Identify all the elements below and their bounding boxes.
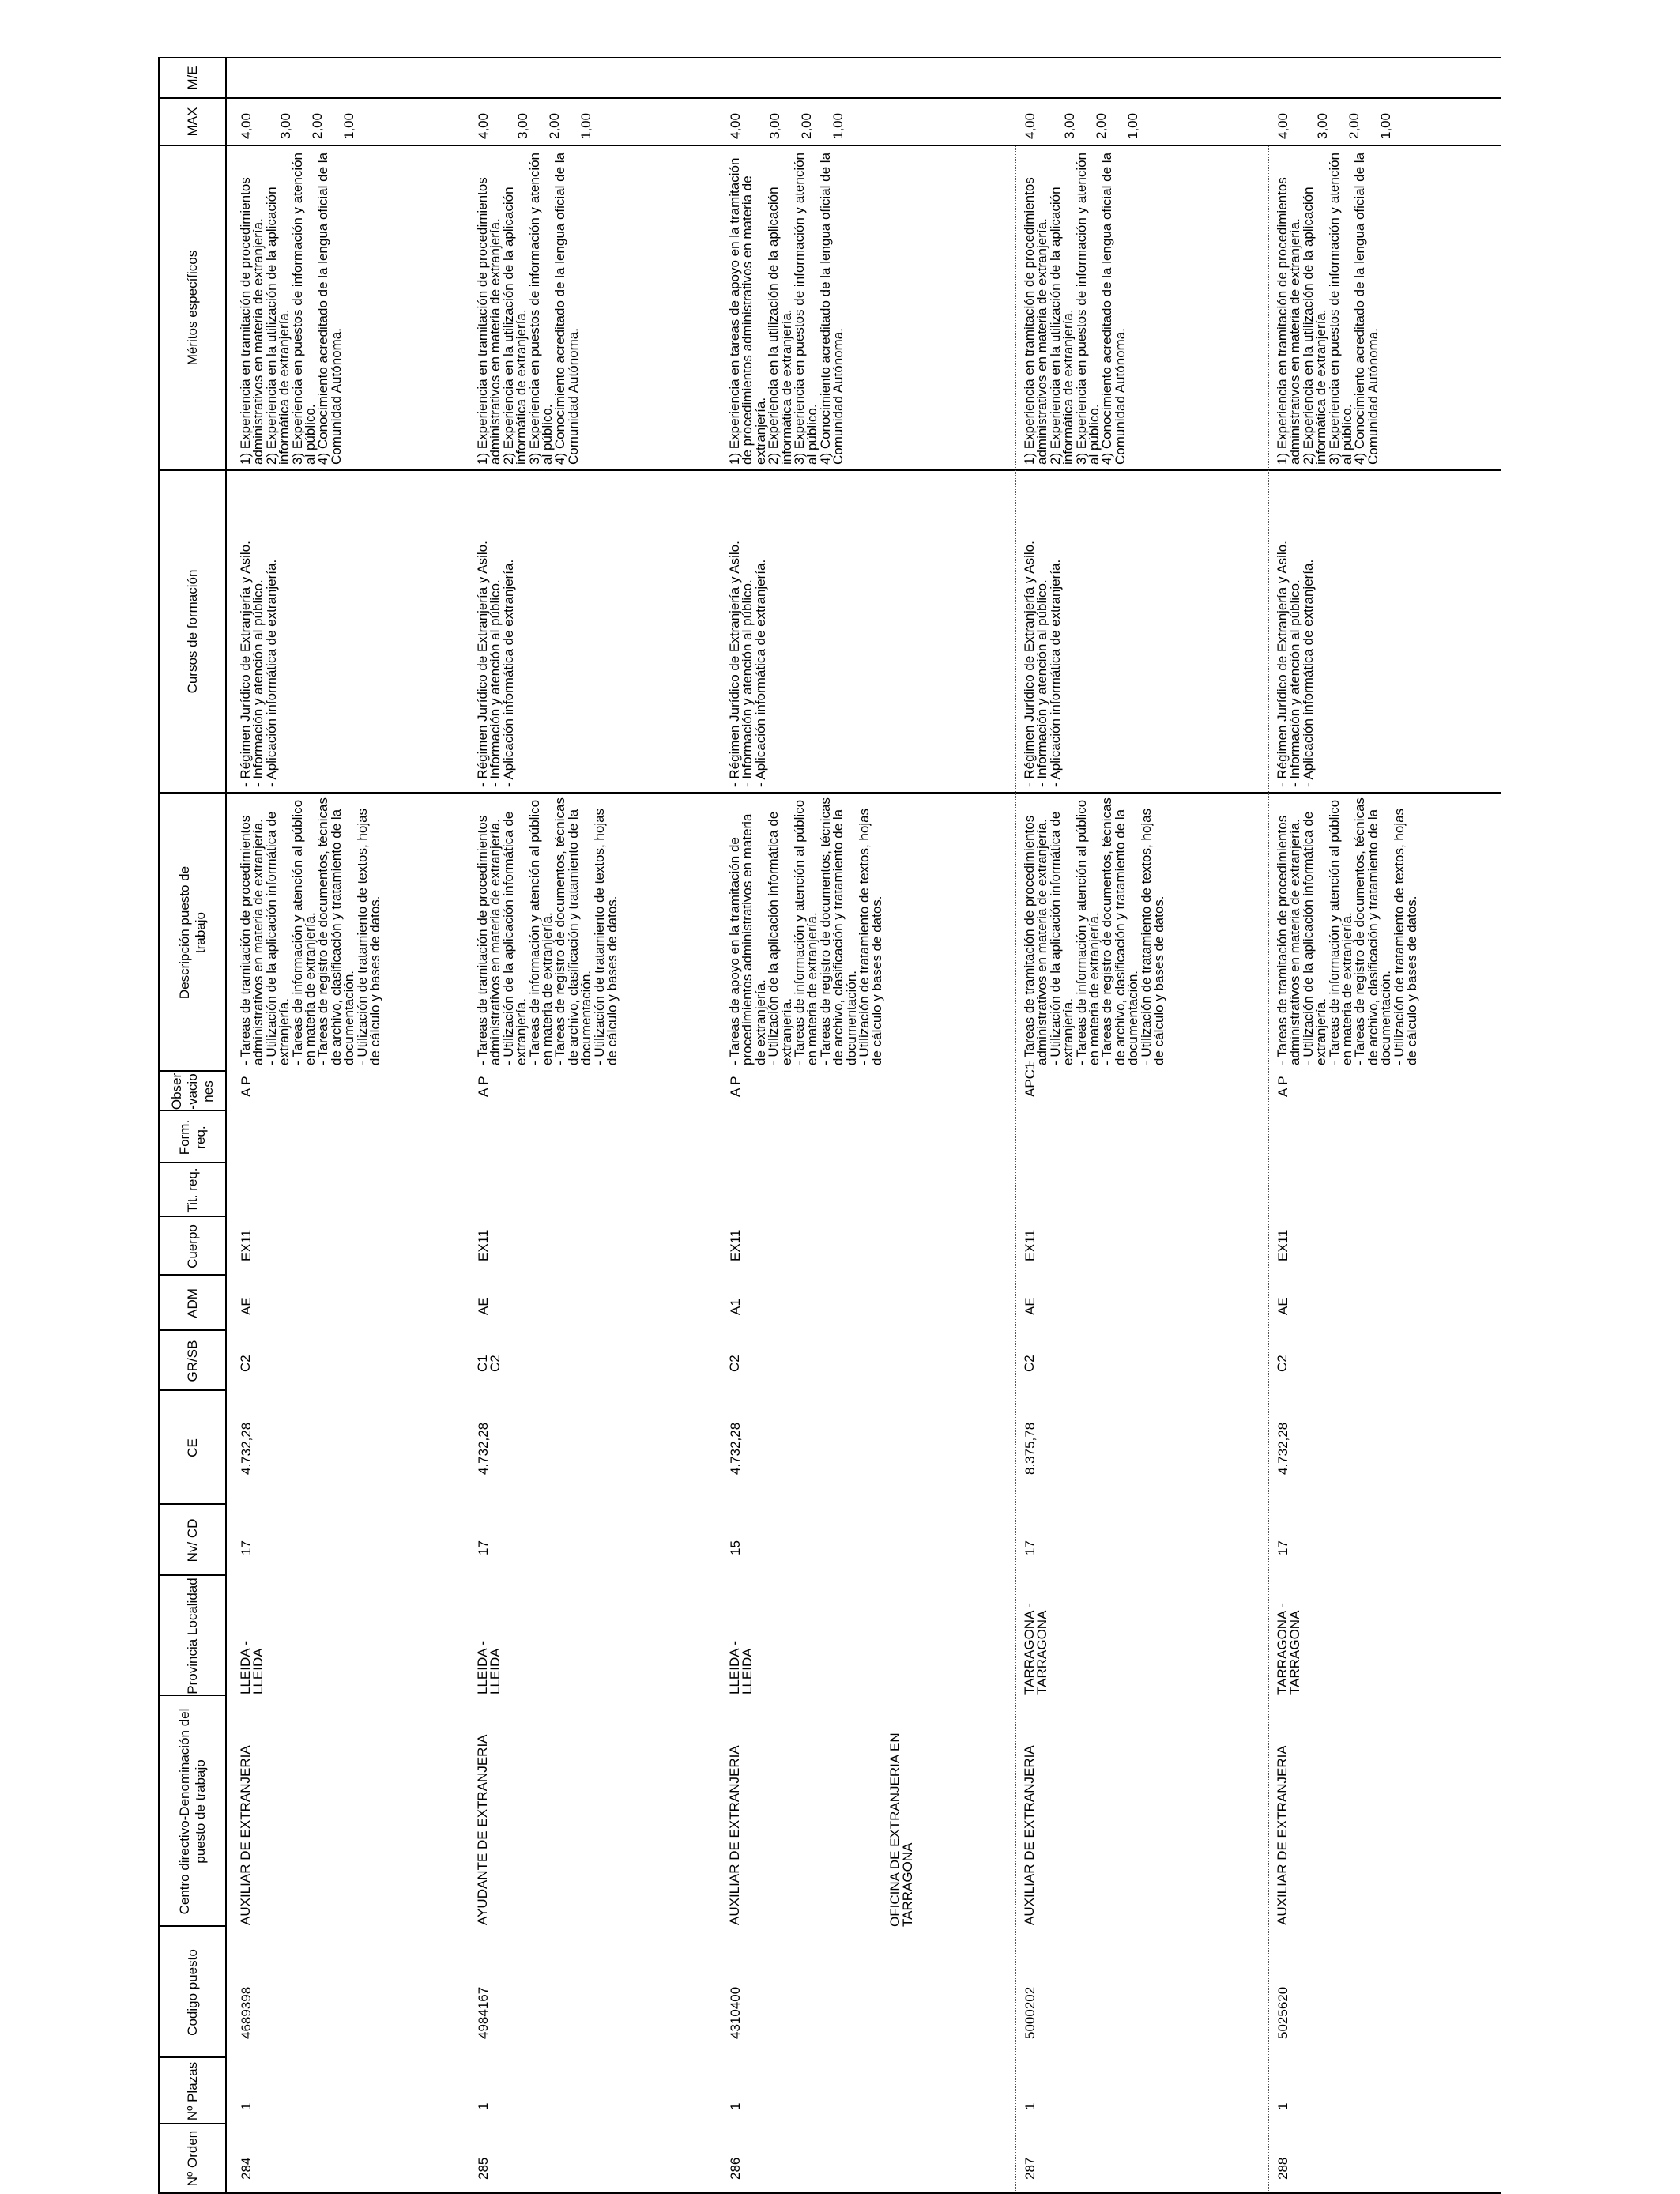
adm-cell: A1 xyxy=(728,1299,743,1315)
header-titulacion: Tit. req. xyxy=(184,1167,200,1213)
cuerpo-cell: EX11 xyxy=(476,1229,491,1261)
group-heading: OFICINA DE EXTRANJERIA EN TARRAGONA xyxy=(887,1732,916,1927)
adm-cell: AE xyxy=(239,1297,254,1315)
descripcion-cell: - Tareas de tramitación de procedimientos administrativos en materia de extranjería. - Utilización de la aplicación informática de extranjería. - Tareas de información y atención al público en materia de extranjería. - Tareas de registro de documentos, técnicas de archivo, clasificación y tratamiento de la documentación. - Utilización de tratamiento de textos, hojas de cálculo y bases de datos. xyxy=(1275,797,1420,1065)
max-value: 1,00 xyxy=(578,112,593,139)
descripcion-cell: - Tareas de tramitación de procedimientos administrativos en materia de extranjería. - Utilización de la aplicación informática de extranjería. - Tareas de información y atención al público en materia de extranjería. - Tareas de registro de documentos, técnicas de archivo, clasificación y tratamiento de la documentación. - Utilización de tratamiento de textos, hojas de cálculo y bases de datos. xyxy=(475,797,620,1065)
header-meritos: Méritos específicos xyxy=(184,250,200,366)
cuerpo-cell: EX11 xyxy=(1275,1229,1290,1261)
provincia-cell: LLEIDA - LLEIDA xyxy=(238,1640,266,1695)
denominacion-cell: AUXILIAR DE EXTRANJERIA xyxy=(1275,1745,1290,1925)
rotated-table-sheet xyxy=(158,57,1501,2194)
adm-cell: AE xyxy=(476,1297,491,1315)
orden-cell: 287 xyxy=(1023,2157,1038,2180)
provincia-cell: LLEIDA - LLEIDA xyxy=(727,1640,755,1695)
nivel-cell: 17 xyxy=(239,1540,254,1555)
cursos-cell: - Régimen Jurídico de Extranjería y Asilo. - Información y atención al público. - Aplicación informática de extranjería. xyxy=(1022,541,1063,787)
meritos-cell: 1) Experiencia en tareas de apoyo en la tramitación de procedimientos administrativos en materia de extranjería. 2) Experiencia en la utilización de la aplicación informática de extranjería. 3) Experiencia en puestos de información y atención al público. 4) Conocimiento acreditado de la lengua oficial de la Comunidad Autónoma. xyxy=(727,152,846,465)
cursos-cell: - Régimen Jurídico de Extranjería y Asilo. - Información y atención al público. - Aplicación informática de extranjería. xyxy=(475,541,516,787)
nivel-cell: 17 xyxy=(1023,1540,1038,1555)
plazas-cell: 1 xyxy=(476,2102,491,2110)
header-observaciones: Obser-vaciones xyxy=(168,1072,216,1110)
max-value: 3,00 xyxy=(1315,112,1330,139)
col-divider xyxy=(158,792,1501,794)
header-grupo: GR/SB xyxy=(184,1340,200,1382)
descripcion-cell: - Tareas de tramitación de procedimientos administrativos en materia de extranjería. - Utilización de la aplicación informática de extranjería. - Tareas de información y atención al público en materia de extranjería. - Tareas de registro de documentos, técnicas de archivo, clasificación y tratamiento de la documentación. - Utilización de tratamiento de textos, hojas de cálculo y bases de datos. xyxy=(1022,797,1167,1065)
max-value: 2,00 xyxy=(1094,112,1109,139)
orden-cell: 284 xyxy=(239,2157,254,2180)
observaciones-cell: A P xyxy=(728,1076,743,1097)
meritos-cell: 1) Experiencia en tramitación de procedimientos administrativos en materia de extranjería. 2) Experiencia en la utilización de la aplicación informática de extranjería. 3) Experiencia en puestos de información y atención al público. 4) Conocimiento acreditado de la lengua oficial de la Comunidad Autónoma. xyxy=(1022,152,1128,465)
provincia-cell: TARRAGONA - TARRAGONA xyxy=(1275,1603,1303,1695)
denominacion-cell: AYUDANTE DE EXTRANJERIA xyxy=(475,1734,490,1925)
max-value: 2,00 xyxy=(1347,112,1362,139)
header-cuerpo: Cuerpo xyxy=(184,1224,200,1269)
adm-cell: AE xyxy=(1023,1297,1038,1315)
max-value: 1,00 xyxy=(831,112,846,139)
codigo-cell: 4984167 xyxy=(476,1986,491,2039)
orden-cell: 286 xyxy=(728,2157,743,2180)
header-nivel: Nv/ CD xyxy=(184,1518,200,1563)
col-divider xyxy=(158,469,1501,471)
max-value: 2,00 xyxy=(799,112,814,139)
header-me: M/E xyxy=(184,66,200,90)
header-formacion: Form. req. xyxy=(176,1119,208,1155)
max-value: 4,00 xyxy=(1023,112,1038,139)
max-value: 1,00 xyxy=(1125,112,1140,139)
max-value: 3,00 xyxy=(515,112,530,139)
max-value: 4,00 xyxy=(1275,112,1290,139)
ce-cell: 4.732,28 xyxy=(1275,1422,1290,1475)
plazas-cell: 1 xyxy=(1275,2102,1290,2110)
meritos-cell: 1) Experiencia en tramitación de procedimientos administrativos en materia de extranjería. 2) Experiencia en la utilización de la aplicación informática de extranjería. 3) Experiencia en puestos de información y atención al público. 4) Conocimiento acreditado de la lengua oficial de la Comunidad Autónoma. xyxy=(1275,152,1381,465)
grupo-cell: C1 C2 xyxy=(475,1355,503,1372)
max-value: 3,00 xyxy=(1062,112,1077,139)
codigo-cell: 5000202 xyxy=(1023,1986,1038,2039)
row-separator xyxy=(1268,146,1269,2192)
cuerpo-cell: EX11 xyxy=(728,1229,743,1261)
header-adm: ADM xyxy=(184,1288,200,1318)
observaciones-cell: A P xyxy=(1275,1076,1290,1097)
cursos-cell: - Régimen Jurídico de Extranjería y Asilo. - Información y atención al público. - Aplicación informática de extranjería. xyxy=(727,541,768,787)
descripcion-cell: - Tareas de apoyo en la tramitación de procedimientos administrativos en materia de extranjería. - Utilización de la aplicación informática de extranjería. - Tareas de información y atención al público en materia de extranjería. - Tareas de registro de documentos, técnicas de archivo, clasificación y tratamiento de la documentación. - Utilización de tratamiento de textos, hojas de cálculo y bases de datos. xyxy=(727,797,885,1065)
orden-cell: 288 xyxy=(1275,2157,1290,2180)
header-orden: Nº Orden xyxy=(184,2130,200,2187)
max-value: 3,00 xyxy=(278,112,293,139)
header-bottom-border xyxy=(225,57,227,2194)
header-centro: Centro directivo-Denominación del puesto de trabajo xyxy=(176,1708,208,1915)
max-value: 4,00 xyxy=(476,112,491,139)
cuerpo-cell: EX11 xyxy=(1023,1229,1038,1261)
header-codigo: Codigo puesto xyxy=(184,1949,200,2036)
descripcion-cell: - Tareas de tramitación de procedimientos administrativos en materia de extranjería. - Utilización de la aplicación informática de extranjería. - Tareas de información y atención al público en materia de extranjería. - Tareas de registro de documentos, técnicas de archivo, clasificación y tratamiento de la documentación. - Utilización de tratamiento de textos, hojas de cálculo y bases de datos. xyxy=(238,797,383,1065)
observaciones-cell: APC1 xyxy=(1023,1061,1038,1097)
nivel-cell: 17 xyxy=(476,1540,491,1555)
codigo-cell: 4689398 xyxy=(239,1986,254,2039)
denominacion-cell: AUXILIAR DE EXTRANJERIA xyxy=(1022,1745,1037,1925)
nivel-cell: 17 xyxy=(1275,1540,1290,1555)
max-value: 3,00 xyxy=(767,112,782,139)
plazas-cell: 1 xyxy=(728,2102,743,2110)
max-value: 2,00 xyxy=(310,112,325,139)
header-cursos: Cursos de formación xyxy=(184,569,200,694)
header-provincia: Provincia Localidad xyxy=(184,1578,200,1695)
max-value: 1,00 xyxy=(1378,112,1393,139)
row-separator xyxy=(1015,146,1016,2192)
table-right-border xyxy=(158,57,1501,58)
denominacion-cell: AUXILIAR DE EXTRANJERIA xyxy=(238,1745,253,1925)
header-max: MAX xyxy=(184,107,200,137)
codigo-cell: 4310400 xyxy=(728,1986,743,2039)
meritos-cell: 1) Experiencia en tramitación de procedimientos administrativos en materia de extranjería. 2) Experiencia en la utilización de la aplicación informática de extranjería. 3) Experiencia en puestos de información y atención al público. 4) Conocimiento acreditado de la lengua oficial de la Comunidad Autónoma. xyxy=(238,152,344,465)
grupo-cell: C2 xyxy=(238,1355,253,1372)
cursos-cell: - Régimen Jurídico de Extranjería y Asilo. - Información y atención al público. - Aplicación informática de extranjería. xyxy=(1275,541,1316,787)
nivel-cell: 15 xyxy=(728,1540,743,1555)
col-divider xyxy=(158,145,1501,146)
cursos-cell: - Régimen Jurídico de Extranjería y Asilo. - Información y atención al público. - Aplicación informática de extranjería. xyxy=(238,541,279,787)
grupo-cell: C2 xyxy=(1022,1355,1037,1372)
max-value: 1,00 xyxy=(341,112,356,139)
orden-cell: 285 xyxy=(476,2157,491,2180)
adm-cell: AE xyxy=(1275,1297,1290,1315)
ce-cell: 4.732,28 xyxy=(476,1422,491,1475)
col-divider xyxy=(158,97,1501,99)
observaciones-cell: A P xyxy=(239,1076,254,1097)
ce-cell: 8.375,78 xyxy=(1023,1422,1038,1475)
meritos-cell: 1) Experiencia en tramitación de procedimientos administrativos en materia de extranjería. 2) Experiencia en la utilización de la aplicación informática de extranjería. 3) Experiencia en puestos de información y atención al público. 4) Conocimiento acreditado de la lengua oficial de la Comunidad Autónoma. xyxy=(475,152,581,465)
plazas-cell: 1 xyxy=(1023,2102,1038,2110)
plazas-cell: 1 xyxy=(239,2102,254,2110)
provincia-cell: LLEIDA - LLEIDA xyxy=(475,1640,503,1695)
ce-cell: 4.732,28 xyxy=(239,1422,254,1475)
codigo-cell: 5025620 xyxy=(1275,1986,1290,2039)
header-descripcion: Descripción puesto de trabajo xyxy=(176,865,208,1000)
max-value: 4,00 xyxy=(728,112,743,139)
provincia-cell: TARRAGONA - TARRAGONA xyxy=(1022,1603,1050,1695)
grupo-cell: C2 xyxy=(727,1355,742,1372)
ce-cell: 4.732,28 xyxy=(728,1422,743,1475)
header-plazas: Nº Plazas xyxy=(184,2061,200,2121)
observaciones-cell: A P xyxy=(476,1076,491,1097)
grupo-cell: C2 xyxy=(1275,1355,1290,1372)
denominacion-cell: AUXILIAR DE EXTRANJERIA xyxy=(727,1745,742,1925)
max-value: 2,00 xyxy=(547,112,562,139)
max-value: 4,00 xyxy=(239,112,254,139)
header-ce: CE xyxy=(184,1438,200,1457)
cuerpo-cell: EX11 xyxy=(239,1229,254,1261)
